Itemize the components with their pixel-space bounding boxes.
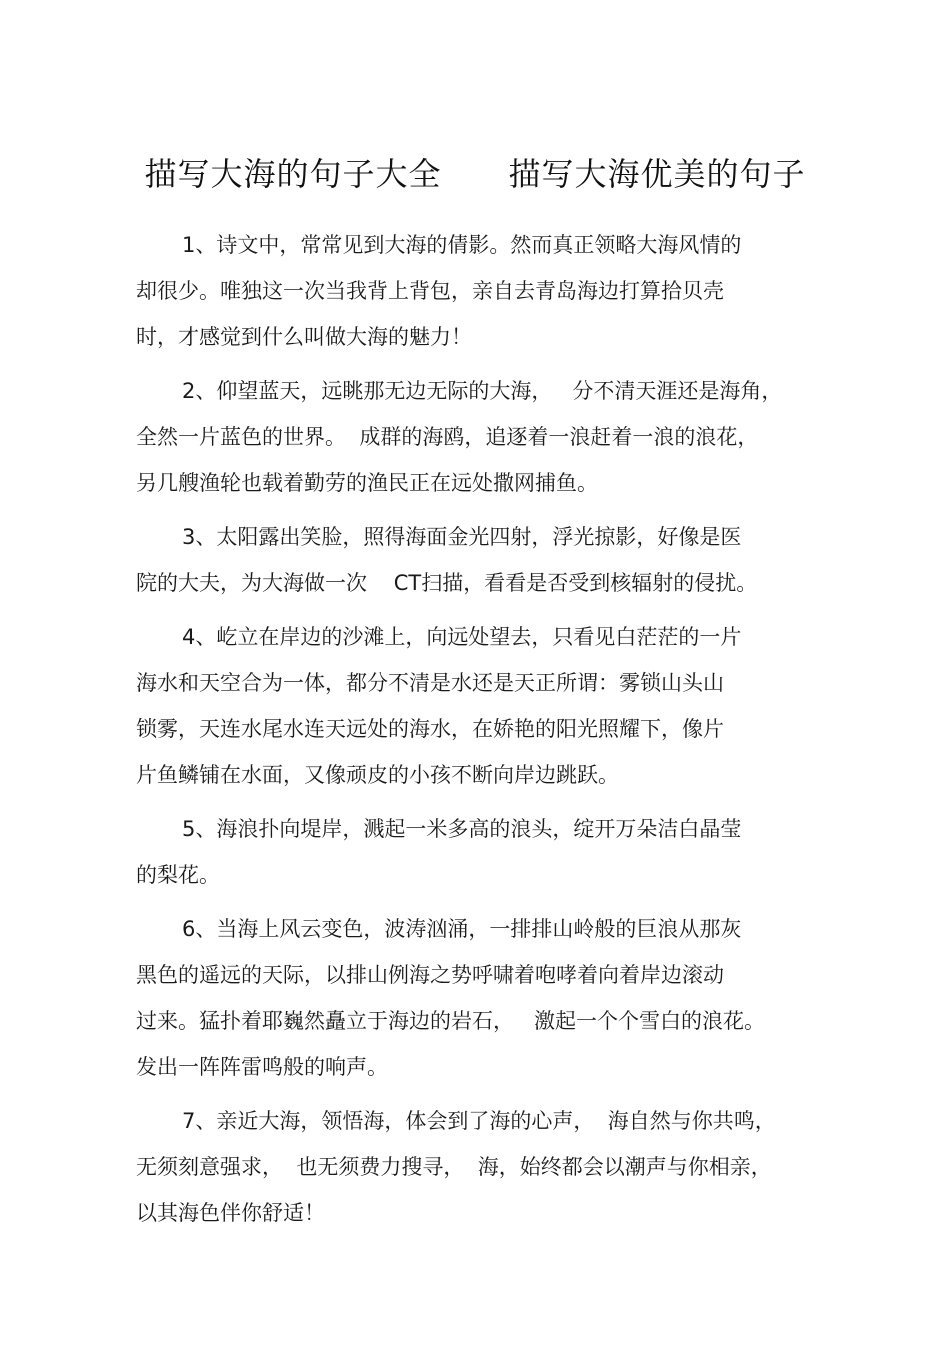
paragraph-3 [136, 514, 796, 606]
paragraph-line: 时，才感觉到什么叫做大海的魅力！ [136, 325, 472, 349]
paragraph-line: 全然一片蓝色的世界。 成群的海鸥，追逐着一浪赶着一浪的浪花， [136, 425, 759, 449]
paragraph-line: 锁雾，天连水尾水连天远处的海水，在娇艳的阳光照耀下，像片 [136, 717, 724, 741]
paragraph-line: 黑色的遥远的天际，以排山例海之势呼啸着咆哮着向着岸边滚动 [136, 963, 724, 987]
paragraph-line: 海水和天空合为一体，都分不清是水还是天正所谓：雾锁山头山 [136, 671, 724, 695]
paragraph-line: 却很少。唯独这一次当我背上背包，亲自去青岛海边打算拾贝壳 [136, 279, 724, 303]
paragraph-1 [136, 222, 796, 360]
paragraph-line: 过来。猛扑着耶巍然矗立于海边的岩石， 激起一个个雪白的浪花。 [136, 1009, 766, 1033]
paragraph-line: 2、仰望蓝天，远眺那无边无际的大海， 分不清天涯还是海角， [182, 379, 783, 403]
paragraph-line: 4、屹立在岸边的沙滩上，向远处望去，只看见白茫茫的一片 [182, 625, 742, 649]
paragraph-line: 发出一阵阵雷鸣般的响声。 [136, 1055, 388, 1079]
paragraph-line: 1、诗文中，常常见到大海的倩影。然而真正领略大海风情的 [182, 233, 742, 257]
paragraph-line: 6、当海上风云变色，波涛汹涌，一排排山岭般的巨浪从那灰 [182, 917, 742, 941]
paragraph-5 [136, 806, 796, 898]
document-body [136, 222, 796, 1244]
paragraph-line: 院的大夫，为大海做一次 CT扫描，看看是否受到核辐射的侵扰。 [136, 571, 758, 595]
paragraph-line: 5、海浪扑向堤岸，溅起一米多高的浪头，绽开万朵洁白晶莹 [182, 817, 742, 841]
paragraph-line: 无须刻意强求， 也无须费力搜寻， 海，始终都会以潮声与你相亲， [136, 1155, 772, 1179]
paragraph-2 [136, 368, 796, 506]
page-title: 描写大海的句子大全 描写大海优美的句子 [144, 155, 806, 193]
paragraph-line: 7、亲近大海，领悟海，体会到了海的心声， 海自然与你共鸣， [182, 1109, 776, 1133]
paragraph-line: 以其海色伴你舒适！ [136, 1201, 325, 1225]
paragraph-line: 片鱼鳞铺在水面，又像顽皮的小孩不断向岸边跳跃。 [136, 763, 619, 787]
paragraph-line: 的梨花。 [136, 863, 220, 887]
paragraph-6 [136, 906, 796, 1090]
paragraph-4 [136, 614, 796, 798]
paragraph-line: 另几艘渔轮也载着勤劳的渔民正在远处撒网捕鱼。 [136, 471, 598, 495]
paragraph-7 [136, 1098, 796, 1236]
paragraph-line: 3、太阳露出笑脸，照得海面金光四射，浮光掠影，好像是医 [182, 525, 742, 549]
